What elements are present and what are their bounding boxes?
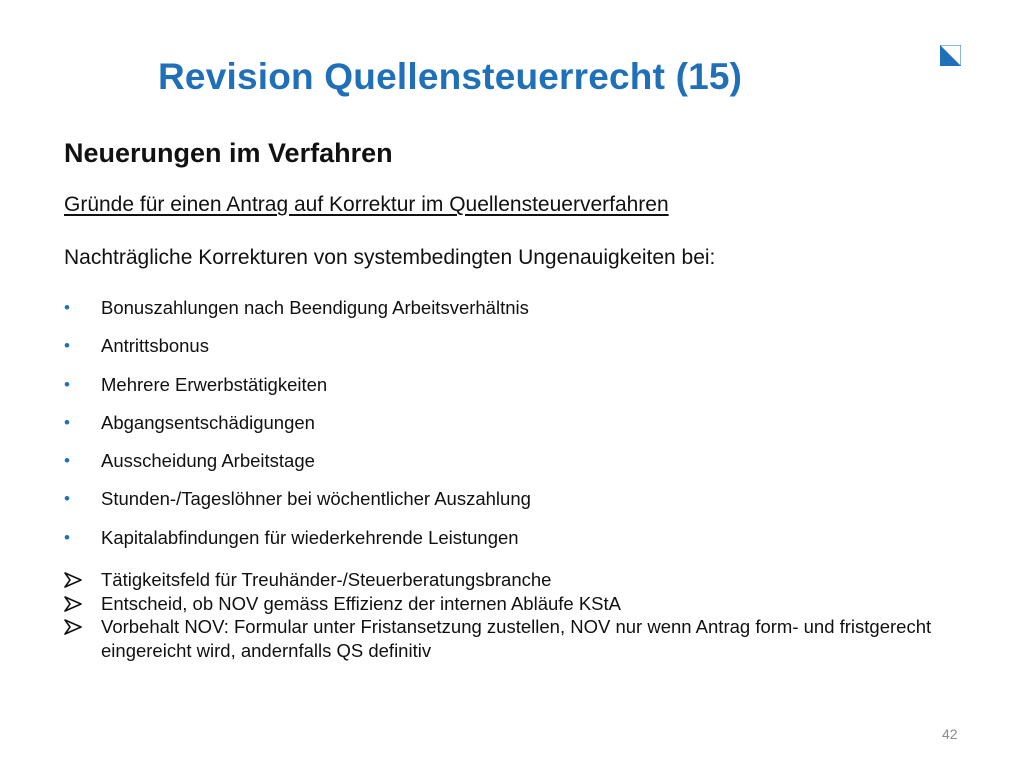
arrow-text: Tätigkeitsfeld für Treuhänder-/Steuerberatungsbranche	[101, 569, 552, 590]
arrow-text: Vorbehalt NOV: Formular unter Fristansetzung zustellen, NOV nur wenn Antrag form- und fristgerecht eingereicht wird, andernfalls QS definitiv	[101, 616, 932, 661]
slide-title: Revision Quellensteuerrecht (15)	[158, 56, 743, 97]
bullet-item	[64, 523, 531, 561]
arrow-item	[64, 568, 964, 592]
bullet-dot: •	[64, 489, 70, 509]
bullet-item	[64, 331, 531, 369]
bullet-dot: •	[64, 374, 70, 394]
page-number: 42	[942, 726, 958, 742]
bullet-dot: •	[64, 336, 70, 356]
arrow-right-icon	[64, 596, 82, 612]
canton-logo-icon	[940, 45, 961, 66]
bullet-text: Abgangsentschädigungen	[101, 411, 315, 433]
reason-heading: Gründe für einen Antrag auf Korrektur im Quellensteuerverfahren	[64, 193, 669, 216]
arrow-right-icon	[64, 572, 82, 588]
bullet-item	[64, 408, 531, 446]
bullet-dot: •	[64, 298, 70, 317]
arrow-list	[64, 568, 964, 662]
bullet-text: Kapitalabfindungen für wiederkehrende Leistungen	[101, 526, 519, 548]
bullet-dot: •	[64, 412, 70, 432]
bullet-text: Antrittsbonus	[101, 335, 209, 357]
arrow-item	[64, 592, 964, 616]
bullet-dot: •	[64, 527, 70, 547]
bullet-text: Ausscheidung Arbeitstage	[101, 450, 315, 472]
bullet-dot: •	[64, 451, 70, 471]
slide-subtitle: Neuerungen im Verfahren	[64, 138, 393, 168]
arrow-item	[64, 615, 964, 662]
bullet-item	[64, 484, 531, 522]
arrow-right-icon	[64, 619, 82, 635]
bullet-item	[64, 446, 531, 484]
bullet-text: Bonuszahlungen nach Beendigung Arbeitsverhältnis	[101, 297, 529, 318]
bullet-list	[64, 293, 531, 561]
bullet-text: Stunden-/Tageslöhner bei wöchentlicher Auszahlung	[101, 488, 531, 510]
bullet-item	[64, 293, 531, 331]
intro-text: Nachträgliche Korrekturen von systembedingten Ungenauigkeiten bei:	[64, 246, 716, 269]
bullet-item	[64, 370, 531, 408]
arrow-text: Entscheid, ob NOV gemäss Effizienz der internen Abläufe KStA	[101, 592, 622, 614]
bullet-text: Mehrere Erwerbstätigkeiten	[101, 373, 328, 395]
